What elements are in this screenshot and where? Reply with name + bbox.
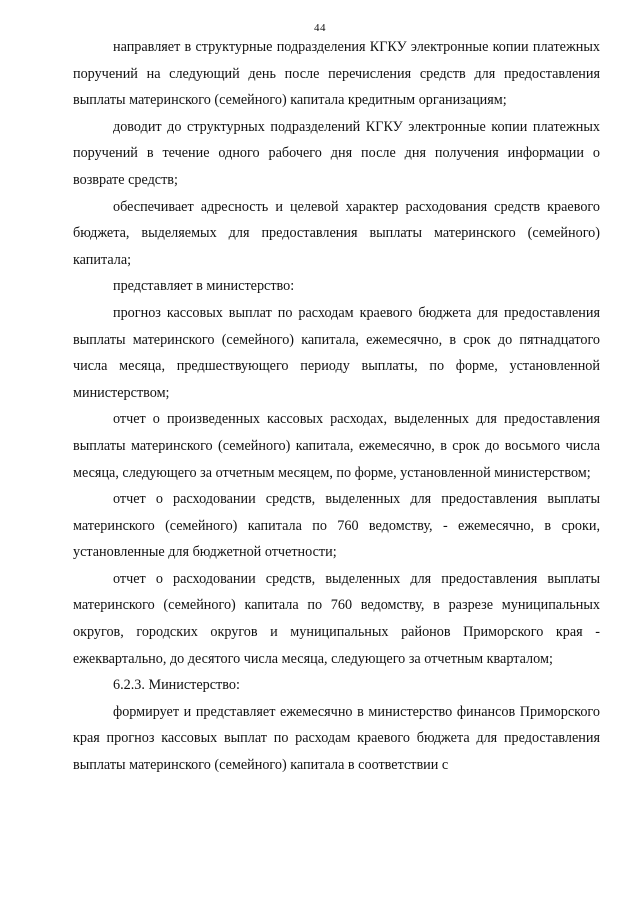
page-number: 44 <box>314 22 326 34</box>
paragraph: доводит до структурных подразделений КГКУ электронные копии платежных поручений в течение одного рабочего дня после дня получения информации о возврате средств; <box>73 118 600 188</box>
paragraph: отчет о расходовании средств, выделенных для предоставления выплаты материнского (семейного) капитала по 760 ведомству, - ежемесячно, в сроки, установленные для бюджетной отчетности; <box>73 491 600 561</box>
paragraph: обеспечивает адресность и целевой характер расходования средств краевого бюджета, выделяемых для предоставления выплаты материнского (семейного) капитала; <box>73 198 600 268</box>
paragraph: направляет в структурные подразделения КГКУ электронные копии платежных поручений на следующий день после перечисления средств для предоставления выплаты материнского (семейного) капитала кредитным организациям; <box>73 39 600 109</box>
paragraph: прогноз кассовых выплат по расходам краевого бюджета для предоставления выплаты материнского (семейного) капитала, ежемесячно, в срок до пятнадцатого числа месяца, предшествующего периоду выплаты, по форме, установленной министерством; <box>73 304 600 401</box>
paragraph: отчет о произведенных кассовых расходах, выделенных для предоставления выплаты материнского (семейного) капитала, ежемесячно, в срок до восьмого числа месяца, следующего за отчетным месяцем, по форме, установленной министерством; <box>73 411 600 481</box>
paragraph: представляет в министерство: <box>113 278 295 295</box>
paragraph: отчет о расходовании средств, выделенных для предоставления выплаты материнского (семейного) капитала по 760 ведомству, в разрезе муниципальных округов, городских округов и муниципальных районов Приморского края - ежеквартально, до десятого числа месяца, следующего за отчетным кварталом; <box>73 570 600 667</box>
section-heading: 6.2.3. Министерство: <box>113 677 240 694</box>
document-body <box>73 34 600 779</box>
paragraph: формирует и представляет ежемесячно в министерство финансов Приморского края прогноз кассовых выплат по расходам краевого бюджета для предоставления выплаты материнского (семейного) капитала в соответствии с <box>73 703 600 774</box>
